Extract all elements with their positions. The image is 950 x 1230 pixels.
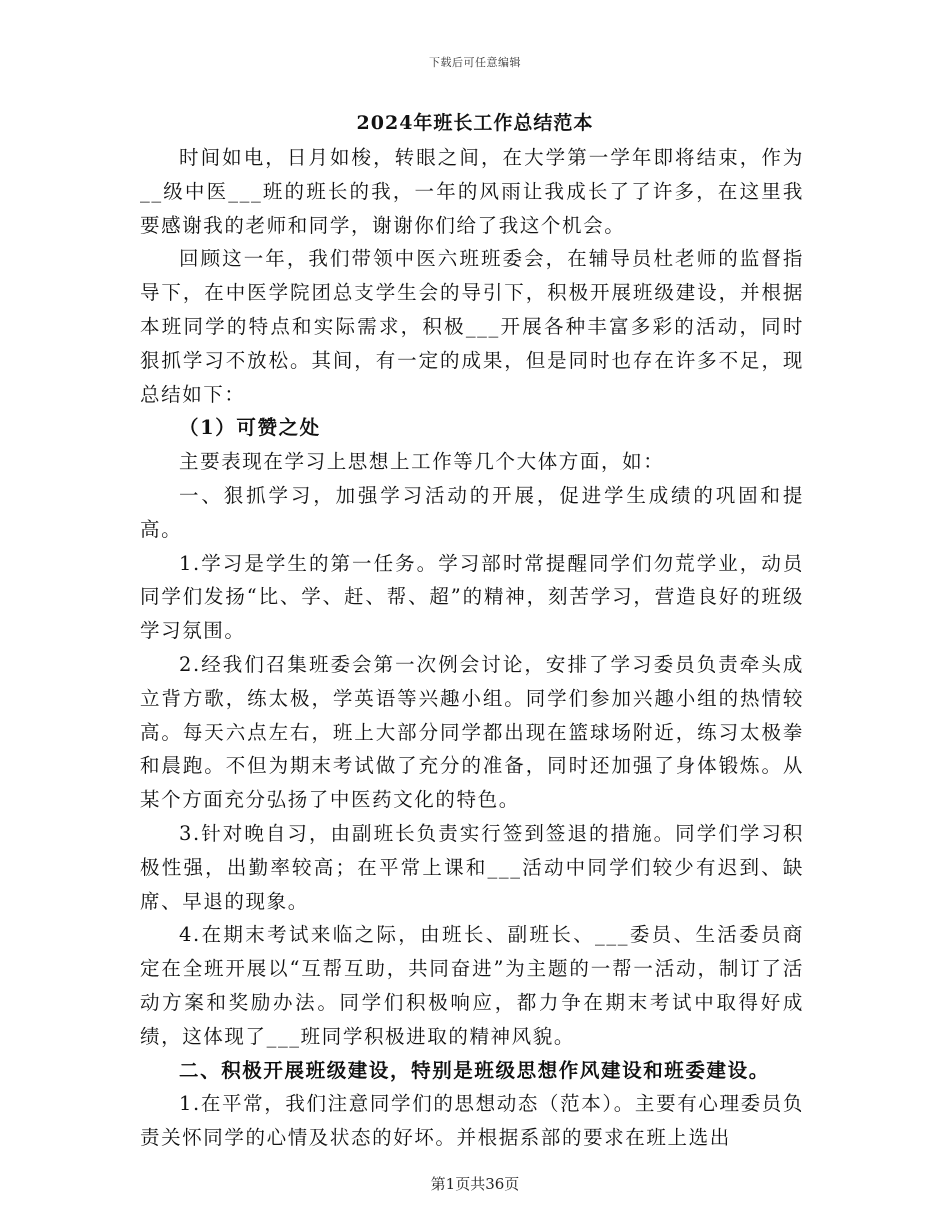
- paragraph-item-2: 2.经我们召集班委会第一次例会讨论，安排了学习委员负责牵头成立背方歌，练太极，学英语等兴趣小组。同学们参加兴趣小组的热情较高。每天六点左右，班上大部分同学都出现在篮球场附近，练习太极拳和晨跑。不但为期末考试做了充分的准备，同时还加强了身体锻炼。从某个方面充分弘扬了中医药文化的特色。: [140, 652, 804, 812]
- header-note: 下载后可任意编辑: [429, 56, 521, 69]
- page-footer: 第1页共36页: [430, 1175, 520, 1193]
- paragraph-review: 回顾这一年，我们带领中医六班班委会，在辅导员杜老师的监督指导下，在中医学院团总支学生会的导引下，积极开展班级建设，并根据本班同学的特点和实际需求，积极___开展各种丰富多彩的活动，同时狠抓学习不放松。其间，有一定的成果，但是同时也存在许多不足，现总结如下：: [140, 247, 804, 406]
- paragraph-overview: 主要表现在学习上思想上工作等几个大体方面，如：: [179, 450, 665, 474]
- document-title: 2024年班长工作总结范本: [356, 112, 594, 134]
- paragraph-item-3: 3.针对晚自习，由副班长负责实行签到签退的措施。同学们学习积极性强，出勤率较高；在平常上课和___活动中同学们较少有迟到、缺席、早退的现象。: [140, 821, 804, 913]
- section-heading-study: 一、狠抓学习，加强学习活动的开展，促进学生成绩的巩固和提高。: [140, 483, 804, 541]
- paragraph-intro: 时间如电，日月如梭，转眼之间，在大学第一学年即将结束，作为__级中医___班的班长的我，一年的风雨让我成长了了许多，在这里我要感谢我的老师和同学，谢谢你们给了我这个机会。: [140, 146, 804, 237]
- paragraph-item-4: 4.在期末考试来临之际，由班长、副班长、___委员、生活委员商定在全班开展以“互帮互助，共同奋进”为主题的一帮一活动，制订了活动方案和奖励办法。同学们积极响应，都力争在期末考试中取得好成绩，这体现了___班同学积极进取的精神风貌。: [140, 923, 804, 1048]
- paragraph-item-5: 1.在平常，我们注意同学们的思想动态（范本）。主要有心理委员负责关怀同学的心情及状态的好坏。并根据系部的要求在班上选出: [140, 1092, 804, 1150]
- document-body: [140, 141, 804, 1155]
- section-heading-strengths: （1）可赞之处: [179, 416, 321, 440]
- paragraph-item-1: 1.学习是学生的第一任务。学习部时常提醒同学们勿荒学业，动员同学们发扬“比、学、赶、帮、超”的精神，刻苦学习，营造良好的班级学习氛围。: [140, 551, 804, 643]
- section-heading-class-building: 二、积极开展班级建设，特别是班级思想作风建设和班委建设。: [179, 1058, 770, 1082]
